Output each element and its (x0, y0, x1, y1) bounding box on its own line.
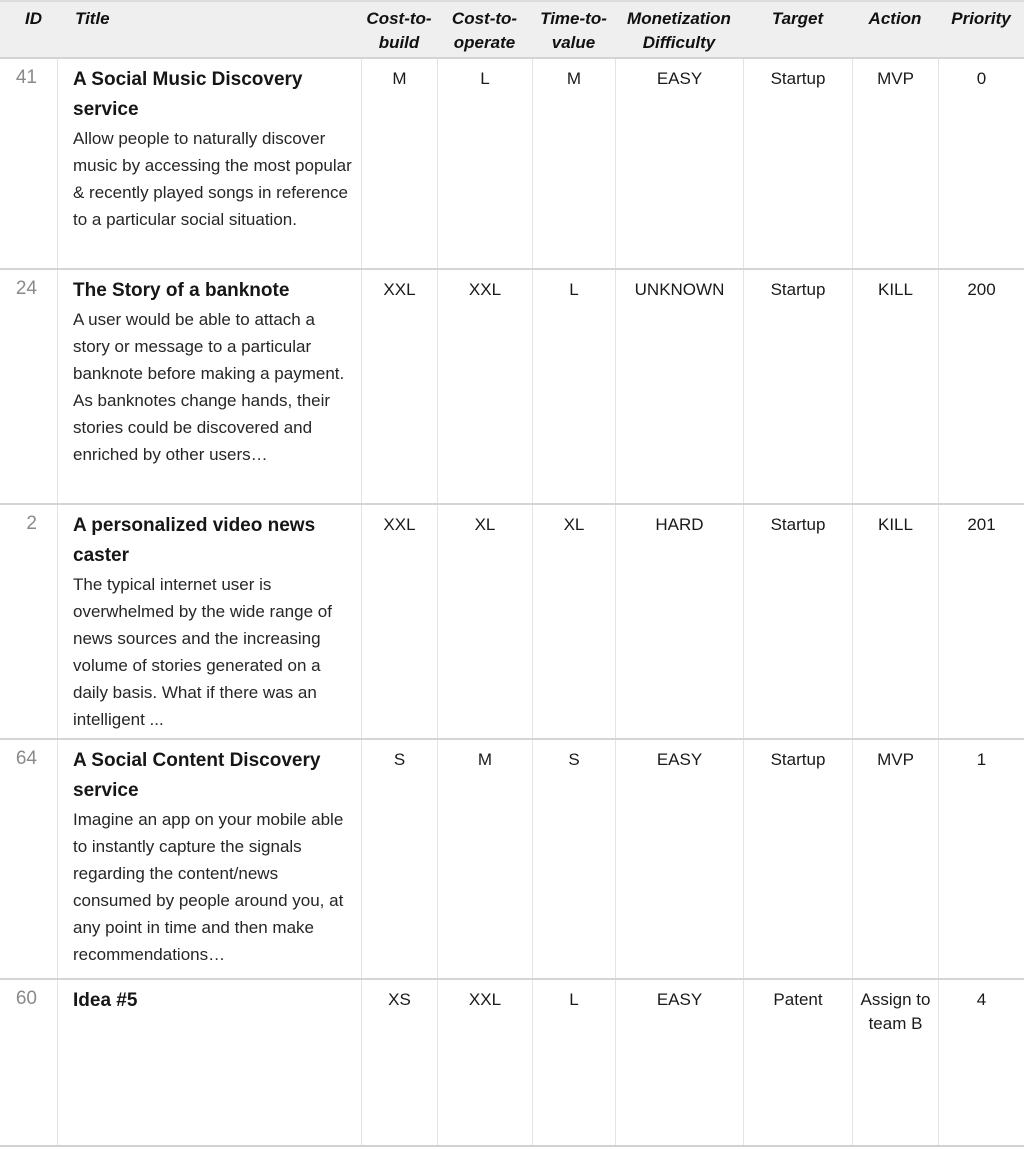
cell-monetization-difficulty: EASY (615, 740, 743, 978)
cell-id: 2 (26, 513, 37, 534)
table-row (0, 738, 1024, 978)
cell-target: Startup (743, 59, 852, 268)
cell-action: Assign to team B (852, 980, 938, 1145)
cell-time-to-value: M (532, 59, 615, 268)
idea-description: Imagine an app on your mobile able to instantly capture the signals regarding the content/news consumed by people around you, at any point in time and then make recommendations… (73, 810, 344, 964)
cell-monetization-difficulty: EASY (615, 59, 743, 268)
cell-cost-to-build: XS (361, 980, 437, 1145)
cell-cost-to-operate: M (437, 740, 532, 978)
cell-priority: 4 (938, 980, 1024, 1145)
table-row (0, 57, 1024, 268)
table-row (0, 503, 1024, 738)
header-title: Title (75, 9, 110, 28)
cell-target: Startup (743, 270, 852, 503)
cell-action: MVP (852, 740, 938, 978)
cell-cost-to-operate: XXL (437, 980, 532, 1145)
cell-title (57, 980, 361, 1145)
cell-id: 60 (15, 988, 37, 1009)
idea-title: The Story of a banknote (73, 280, 290, 301)
cell-cost-to-operate: L (437, 59, 532, 268)
cell-priority: 1 (938, 740, 1024, 978)
cell-monetization-difficulty: EASY (615, 980, 743, 1145)
cell-time-to-value: XL (532, 505, 615, 738)
cell-target: Startup (743, 740, 852, 978)
header-cost-to-operate: Cost-to-operate (451, 9, 518, 52)
table-row (0, 978, 1024, 1145)
idea-description: The typical internet user is overwhelmed by the wide range of news sources and the increasing volume of stories generated on a daily basis. What if there was an intelligent ... (73, 575, 332, 729)
idea-title: Idea #5 (73, 990, 138, 1011)
idea-title: A Social Music Discovery service (73, 69, 303, 120)
cell-cost-to-build: XXL (361, 505, 437, 738)
cell-title (57, 505, 361, 738)
cell-cost-to-build: XXL (361, 270, 437, 503)
idea-description: A user would be able to attach a story or message to a particular banknote before making a payment. As banknotes change hands, their stories could be discovered and enriched by other users… (73, 310, 345, 464)
header-time-to-value: Time-to-value (540, 9, 607, 52)
cell-time-to-value: L (532, 270, 615, 503)
cell-monetization-difficulty: HARD (615, 505, 743, 738)
cell-title (57, 270, 361, 503)
header-action: Action (868, 9, 922, 28)
cell-action: KILL (852, 270, 938, 503)
cell-id: 24 (15, 278, 37, 299)
cell-cost-to-operate: XL (437, 505, 532, 738)
idea-title: A Social Content Discovery service (73, 750, 321, 801)
cell-priority: 0 (938, 59, 1024, 268)
idea-title: A personalized video news caster (73, 515, 316, 566)
cell-id: 41 (15, 67, 37, 88)
table-header-row (0, 2, 1024, 57)
cell-priority: 201 (938, 505, 1024, 738)
cell-title (57, 59, 361, 268)
header-priority: Priority (951, 9, 1011, 28)
cell-monetization-difficulty: UNKNOWN (615, 270, 743, 503)
cell-title (57, 740, 361, 978)
cell-cost-to-build: S (361, 740, 437, 978)
header-target: Target (771, 9, 824, 28)
cell-target: Startup (743, 505, 852, 738)
cell-target: Patent (743, 980, 852, 1145)
table-row (0, 268, 1024, 503)
cell-priority: 200 (938, 270, 1024, 503)
header-monetization-difficulty: Monetization Difficulty (627, 9, 731, 52)
cell-time-to-value: L (532, 980, 615, 1145)
cell-id: 64 (15, 748, 37, 769)
cell-cost-to-operate: XXL (437, 270, 532, 503)
cell-action: KILL (852, 505, 938, 738)
cell-cost-to-build: M (361, 59, 437, 268)
header-cost-to-build: Cost-to-build (366, 9, 432, 52)
idea-description: Allow people to naturally discover music by accessing the most popular & recently played songs in reference to a particular social situation. (73, 129, 352, 229)
header-id: ID (25, 9, 42, 28)
cell-time-to-value: S (532, 740, 615, 978)
cell-action: MVP (852, 59, 938, 268)
